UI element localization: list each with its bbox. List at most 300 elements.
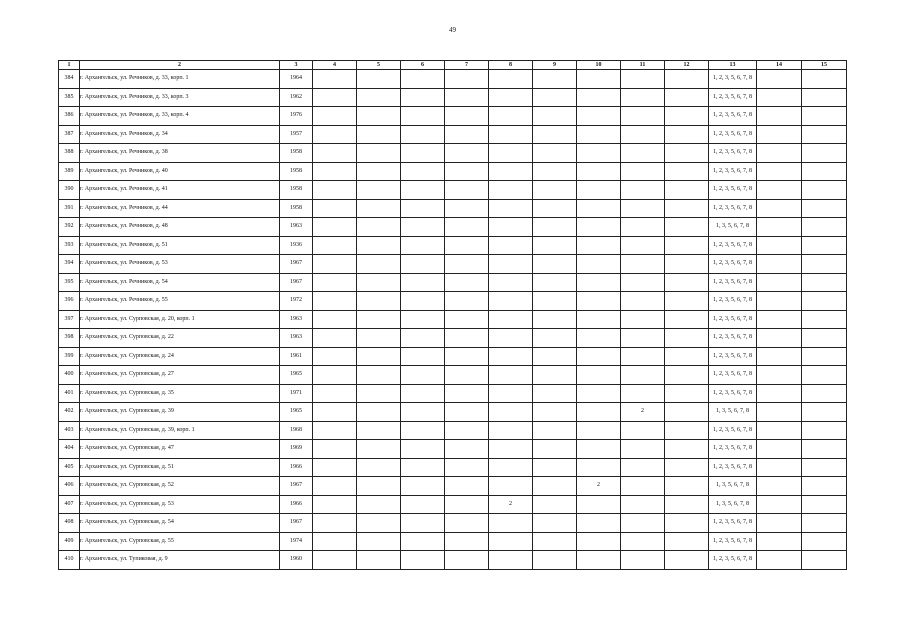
cell-col-7	[445, 292, 489, 311]
cell-col-15	[802, 292, 847, 311]
table-row	[59, 329, 847, 348]
cell-col-8	[489, 88, 533, 107]
cell-col-4	[313, 162, 357, 181]
cell-col-5	[357, 403, 401, 422]
row-year: 1969	[280, 440, 313, 459]
row-address: г. Архангельск, ул. Речников, д. 55	[80, 292, 280, 311]
cell-col-10	[577, 273, 621, 292]
cell-col-6	[401, 551, 445, 570]
cell-col-15	[802, 70, 847, 89]
cell-col-14	[757, 107, 802, 126]
cell-col-8	[489, 458, 533, 477]
row-year: 1958	[280, 162, 313, 181]
cell-col-10	[577, 88, 621, 107]
cell-col-8	[489, 366, 533, 385]
cell-col-11	[621, 292, 665, 311]
cell-col-4	[313, 329, 357, 348]
row-year: 1936	[280, 236, 313, 255]
cell-col-4	[313, 532, 357, 551]
cell-col-11	[621, 366, 665, 385]
cell-col-5	[357, 107, 401, 126]
cell-col-10	[577, 70, 621, 89]
cell-col-7	[445, 162, 489, 181]
cell-col-14	[757, 273, 802, 292]
cell-col-11	[621, 532, 665, 551]
cell-col-5	[357, 551, 401, 570]
row-number: 405	[59, 458, 80, 477]
cell-col-7	[445, 70, 489, 89]
cell-col-14	[757, 162, 802, 181]
cell-col-7	[445, 218, 489, 237]
cell-col-5	[357, 218, 401, 237]
table-row	[59, 125, 847, 144]
table-row	[59, 144, 847, 163]
cell-col-5	[357, 440, 401, 459]
table-row	[59, 273, 847, 292]
column-header-7: 7	[445, 61, 489, 70]
cell-col-11	[621, 181, 665, 200]
cell-col-9	[533, 495, 577, 514]
row-year: 1958	[280, 144, 313, 163]
cell-col-14	[757, 514, 802, 533]
column-header-11: 11	[621, 61, 665, 70]
cell-col-15	[802, 384, 847, 403]
cell-col-13: 1, 2, 3, 5, 6, 7, 8	[709, 292, 757, 311]
cell-col-10: 2	[577, 477, 621, 496]
cell-col-11	[621, 125, 665, 144]
row-number: 388	[59, 144, 80, 163]
cell-col-13: 1, 2, 3, 5, 6, 7, 8	[709, 551, 757, 570]
cell-col-11	[621, 495, 665, 514]
cell-col-4	[313, 477, 357, 496]
cell-col-14	[757, 403, 802, 422]
cell-col-4	[313, 310, 357, 329]
row-address: г. Архангельск, ул. Сурповская, д. 52	[80, 477, 280, 496]
cell-col-5	[357, 273, 401, 292]
cell-col-9	[533, 458, 577, 477]
cell-col-10	[577, 218, 621, 237]
cell-col-11	[621, 347, 665, 366]
row-address: г. Архангельск, ул. Речников, д. 33, корп. 1	[80, 70, 280, 89]
row-year: 1966	[280, 458, 313, 477]
cell-col-4	[313, 366, 357, 385]
cell-col-4	[313, 88, 357, 107]
row-address: г. Архангельск, ул. Речников, д. 44	[80, 199, 280, 218]
cell-col-12	[665, 125, 709, 144]
cell-col-14	[757, 144, 802, 163]
cell-col-14	[757, 495, 802, 514]
cell-col-14	[757, 310, 802, 329]
cell-col-5	[357, 292, 401, 311]
cell-col-11	[621, 255, 665, 274]
row-number: 384	[59, 70, 80, 89]
row-number: 396	[59, 292, 80, 311]
column-header-12: 12	[665, 61, 709, 70]
cell-col-10	[577, 495, 621, 514]
cell-col-4	[313, 347, 357, 366]
row-number: 398	[59, 329, 80, 348]
table-row	[59, 162, 847, 181]
cell-col-4	[313, 421, 357, 440]
table-row	[59, 514, 847, 533]
row-number: 407	[59, 495, 80, 514]
table-row	[59, 366, 847, 385]
cell-col-14	[757, 384, 802, 403]
cell-col-15	[802, 458, 847, 477]
cell-col-13: 1, 2, 3, 5, 6, 7, 8	[709, 514, 757, 533]
cell-col-9	[533, 236, 577, 255]
table-row	[59, 495, 847, 514]
cell-col-5	[357, 144, 401, 163]
row-address: г. Архангельск, ул. Сурповская, д. 22	[80, 329, 280, 348]
cell-col-8	[489, 329, 533, 348]
cell-col-10	[577, 514, 621, 533]
row-year: 1967	[280, 255, 313, 274]
table-row	[59, 421, 847, 440]
cell-col-15	[802, 403, 847, 422]
cell-col-10	[577, 144, 621, 163]
cell-col-12	[665, 144, 709, 163]
column-header-10: 10	[577, 61, 621, 70]
cell-col-5	[357, 125, 401, 144]
row-address: г. Архангельск, ул. Речников, д. 33, корп. 4	[80, 107, 280, 126]
cell-col-12	[665, 495, 709, 514]
cell-col-6	[401, 125, 445, 144]
cell-col-4	[313, 199, 357, 218]
cell-col-5	[357, 70, 401, 89]
cell-col-13: 1, 2, 3, 5, 6, 7, 8	[709, 273, 757, 292]
cell-col-10	[577, 532, 621, 551]
row-year: 1958	[280, 199, 313, 218]
table-row	[59, 310, 847, 329]
cell-col-9	[533, 70, 577, 89]
row-year: 1961	[280, 347, 313, 366]
cell-col-11	[621, 107, 665, 126]
cell-col-12	[665, 440, 709, 459]
cell-col-13: 1, 2, 3, 5, 6, 7, 8	[709, 329, 757, 348]
cell-col-9	[533, 329, 577, 348]
cell-col-13: 1, 2, 3, 5, 6, 7, 8	[709, 532, 757, 551]
cell-col-4	[313, 125, 357, 144]
cell-col-6	[401, 70, 445, 89]
cell-col-12	[665, 366, 709, 385]
row-address: г. Архангельск, ул. Тупиковая, д. 9	[80, 551, 280, 570]
row-number: 394	[59, 255, 80, 274]
cell-col-5	[357, 329, 401, 348]
row-year: 1958	[280, 181, 313, 200]
cell-col-7	[445, 421, 489, 440]
row-address: г. Архангельск, ул. Сурповская, д. 20, корп. 1	[80, 310, 280, 329]
cell-col-5	[357, 347, 401, 366]
row-address: г. Архангельск, ул. Сурповская, д. 47	[80, 440, 280, 459]
cell-col-6	[401, 384, 445, 403]
row-address: г. Архангельск, ул. Сурповская, д. 51	[80, 458, 280, 477]
row-address: г. Архангельск, ул. Сурповская, д. 55	[80, 532, 280, 551]
cell-col-9	[533, 107, 577, 126]
cell-col-11	[621, 421, 665, 440]
cell-col-4	[313, 495, 357, 514]
cell-col-15	[802, 162, 847, 181]
cell-col-15	[802, 107, 847, 126]
cell-col-14	[757, 440, 802, 459]
cell-col-8	[489, 273, 533, 292]
cell-col-6	[401, 162, 445, 181]
cell-col-6	[401, 458, 445, 477]
cell-col-15	[802, 218, 847, 237]
column-header-1: 1	[59, 61, 80, 70]
cell-col-15	[802, 440, 847, 459]
cell-col-15	[802, 88, 847, 107]
cell-col-14	[757, 181, 802, 200]
cell-col-8	[489, 421, 533, 440]
row-number: 391	[59, 199, 80, 218]
row-address: г. Архангельск, ул. Речников, д. 34	[80, 125, 280, 144]
row-address: г. Архангельск, ул. Речников, д. 38	[80, 144, 280, 163]
column-header-13: 13	[709, 61, 757, 70]
cell-col-6	[401, 421, 445, 440]
cell-col-13: 1, 3, 5, 6, 7, 8	[709, 218, 757, 237]
column-header-3: 3	[280, 61, 313, 70]
cell-col-15	[802, 514, 847, 533]
cell-col-12	[665, 218, 709, 237]
cell-col-15	[802, 532, 847, 551]
cell-col-7	[445, 403, 489, 422]
cell-col-7	[445, 329, 489, 348]
column-header-9: 9	[533, 61, 577, 70]
cell-col-10	[577, 162, 621, 181]
row-number: 395	[59, 273, 80, 292]
cell-col-12	[665, 273, 709, 292]
cell-col-13: 1, 3, 5, 6, 7, 8	[709, 477, 757, 496]
cell-col-9	[533, 366, 577, 385]
table-row	[59, 384, 847, 403]
cell-col-11	[621, 70, 665, 89]
cell-col-6	[401, 329, 445, 348]
row-year: 1960	[280, 551, 313, 570]
cell-col-6	[401, 477, 445, 496]
cell-col-9	[533, 477, 577, 496]
row-address: г. Архангельск, ул. Сурповская, д. 27	[80, 366, 280, 385]
cell-col-4	[313, 514, 357, 533]
cell-col-10	[577, 125, 621, 144]
cell-col-8	[489, 403, 533, 422]
column-header-8: 8	[489, 61, 533, 70]
cell-col-15	[802, 495, 847, 514]
cell-col-9	[533, 310, 577, 329]
cell-col-5	[357, 310, 401, 329]
cell-col-11	[621, 329, 665, 348]
cell-col-12	[665, 551, 709, 570]
cell-col-14	[757, 70, 802, 89]
cell-col-13: 1, 2, 3, 5, 6, 7, 8	[709, 458, 757, 477]
cell-col-6	[401, 366, 445, 385]
cell-col-6	[401, 107, 445, 126]
cell-col-12	[665, 403, 709, 422]
cell-col-10	[577, 366, 621, 385]
row-number: 403	[59, 421, 80, 440]
cell-col-4	[313, 273, 357, 292]
cell-col-10	[577, 255, 621, 274]
cell-col-6	[401, 495, 445, 514]
table-row	[59, 458, 847, 477]
cell-col-7	[445, 347, 489, 366]
cell-col-12	[665, 384, 709, 403]
cell-col-13: 1, 2, 3, 5, 6, 7, 8	[709, 310, 757, 329]
cell-col-11	[621, 236, 665, 255]
cell-col-9	[533, 514, 577, 533]
cell-col-14	[757, 255, 802, 274]
row-year: 1965	[280, 403, 313, 422]
row-number: 408	[59, 514, 80, 533]
cell-col-14	[757, 199, 802, 218]
row-year: 1972	[280, 292, 313, 311]
column-header-14: 14	[757, 61, 802, 70]
cell-col-11	[621, 384, 665, 403]
cell-col-9	[533, 403, 577, 422]
cell-col-15	[802, 255, 847, 274]
cell-col-12	[665, 199, 709, 218]
cell-col-4	[313, 218, 357, 237]
cell-col-7	[445, 199, 489, 218]
cell-col-11	[621, 477, 665, 496]
cell-col-11	[621, 218, 665, 237]
cell-col-5	[357, 514, 401, 533]
cell-col-15	[802, 199, 847, 218]
table-row	[59, 70, 847, 89]
cell-col-14	[757, 218, 802, 237]
cell-col-13: 1, 2, 3, 5, 6, 7, 8	[709, 125, 757, 144]
cell-col-15	[802, 477, 847, 496]
row-year: 1974	[280, 532, 313, 551]
cell-col-7	[445, 273, 489, 292]
row-year: 1965	[280, 366, 313, 385]
row-number: 392	[59, 218, 80, 237]
cell-col-8	[489, 162, 533, 181]
cell-col-12	[665, 477, 709, 496]
cell-col-12	[665, 458, 709, 477]
row-number: 401	[59, 384, 80, 403]
cell-col-4	[313, 181, 357, 200]
cell-col-12	[665, 236, 709, 255]
row-address: г. Архангельск, ул. Речников, д. 54	[80, 273, 280, 292]
cell-col-10	[577, 403, 621, 422]
cell-col-13: 1, 2, 3, 5, 6, 7, 8	[709, 255, 757, 274]
cell-col-11	[621, 273, 665, 292]
cell-col-13: 1, 3, 5, 6, 7, 8	[709, 403, 757, 422]
row-address: г. Архангельск, ул. Речников, д. 41	[80, 181, 280, 200]
cell-col-7	[445, 88, 489, 107]
cell-col-12	[665, 292, 709, 311]
cell-col-9	[533, 218, 577, 237]
cell-col-4	[313, 440, 357, 459]
cell-col-8	[489, 181, 533, 200]
cell-col-13: 1, 2, 3, 5, 6, 7, 8	[709, 70, 757, 89]
row-year: 1963	[280, 310, 313, 329]
row-year: 1968	[280, 421, 313, 440]
cell-col-5	[357, 366, 401, 385]
cell-col-5	[357, 181, 401, 200]
cell-col-11	[621, 458, 665, 477]
row-number: 400	[59, 366, 80, 385]
cell-col-13: 1, 2, 3, 5, 6, 7, 8	[709, 347, 757, 366]
table-body	[59, 70, 847, 570]
row-number: 410	[59, 551, 80, 570]
cell-col-13: 1, 2, 3, 5, 6, 7, 8	[709, 162, 757, 181]
cell-col-13: 1, 2, 3, 5, 6, 7, 8	[709, 107, 757, 126]
cell-col-13: 1, 2, 3, 5, 6, 7, 8	[709, 421, 757, 440]
row-year: 1964	[280, 70, 313, 89]
row-number: 390	[59, 181, 80, 200]
cell-col-8	[489, 199, 533, 218]
cell-col-9	[533, 199, 577, 218]
cell-col-8	[489, 477, 533, 496]
cell-col-9	[533, 125, 577, 144]
cell-col-9	[533, 532, 577, 551]
cell-col-9	[533, 347, 577, 366]
cell-col-15	[802, 236, 847, 255]
cell-col-10	[577, 421, 621, 440]
cell-col-5	[357, 199, 401, 218]
table-row	[59, 199, 847, 218]
cell-col-14	[757, 329, 802, 348]
cell-col-8	[489, 384, 533, 403]
row-address: г. Архангельск, ул. Сурповская, д. 24	[80, 347, 280, 366]
cell-col-7	[445, 384, 489, 403]
cell-col-14	[757, 236, 802, 255]
cell-col-8	[489, 236, 533, 255]
cell-col-7	[445, 144, 489, 163]
table-row	[59, 218, 847, 237]
cell-col-12	[665, 514, 709, 533]
page-number: 49	[449, 26, 456, 34]
cell-col-8	[489, 440, 533, 459]
table-row	[59, 292, 847, 311]
cell-col-9	[533, 384, 577, 403]
table-header-row	[59, 61, 847, 70]
cell-col-12	[665, 88, 709, 107]
cell-col-4	[313, 458, 357, 477]
row-number: 387	[59, 125, 80, 144]
table-row	[59, 551, 847, 570]
row-address: г. Архангельск, ул. Сурповская, д. 54	[80, 514, 280, 533]
cell-col-10	[577, 107, 621, 126]
cell-col-6	[401, 347, 445, 366]
cell-col-8	[489, 125, 533, 144]
cell-col-7	[445, 532, 489, 551]
cell-col-14	[757, 125, 802, 144]
cell-col-14	[757, 347, 802, 366]
cell-col-9	[533, 162, 577, 181]
cell-col-12	[665, 329, 709, 348]
cell-col-4	[313, 70, 357, 89]
cell-col-15	[802, 310, 847, 329]
cell-col-13: 1, 3, 5, 6, 7, 8	[709, 495, 757, 514]
cell-col-9	[533, 440, 577, 459]
row-number: 409	[59, 532, 80, 551]
cell-col-7	[445, 107, 489, 126]
cell-col-6	[401, 236, 445, 255]
cell-col-14	[757, 477, 802, 496]
cell-col-4	[313, 107, 357, 126]
row-number: 397	[59, 310, 80, 329]
cell-col-12	[665, 162, 709, 181]
cell-col-12	[665, 347, 709, 366]
column-header-4: 4	[313, 61, 357, 70]
row-address: г. Архангельск, ул. Сурповская, д. 39, корп. 1	[80, 421, 280, 440]
row-year: 1962	[280, 88, 313, 107]
cell-col-10	[577, 458, 621, 477]
cell-col-4	[313, 144, 357, 163]
